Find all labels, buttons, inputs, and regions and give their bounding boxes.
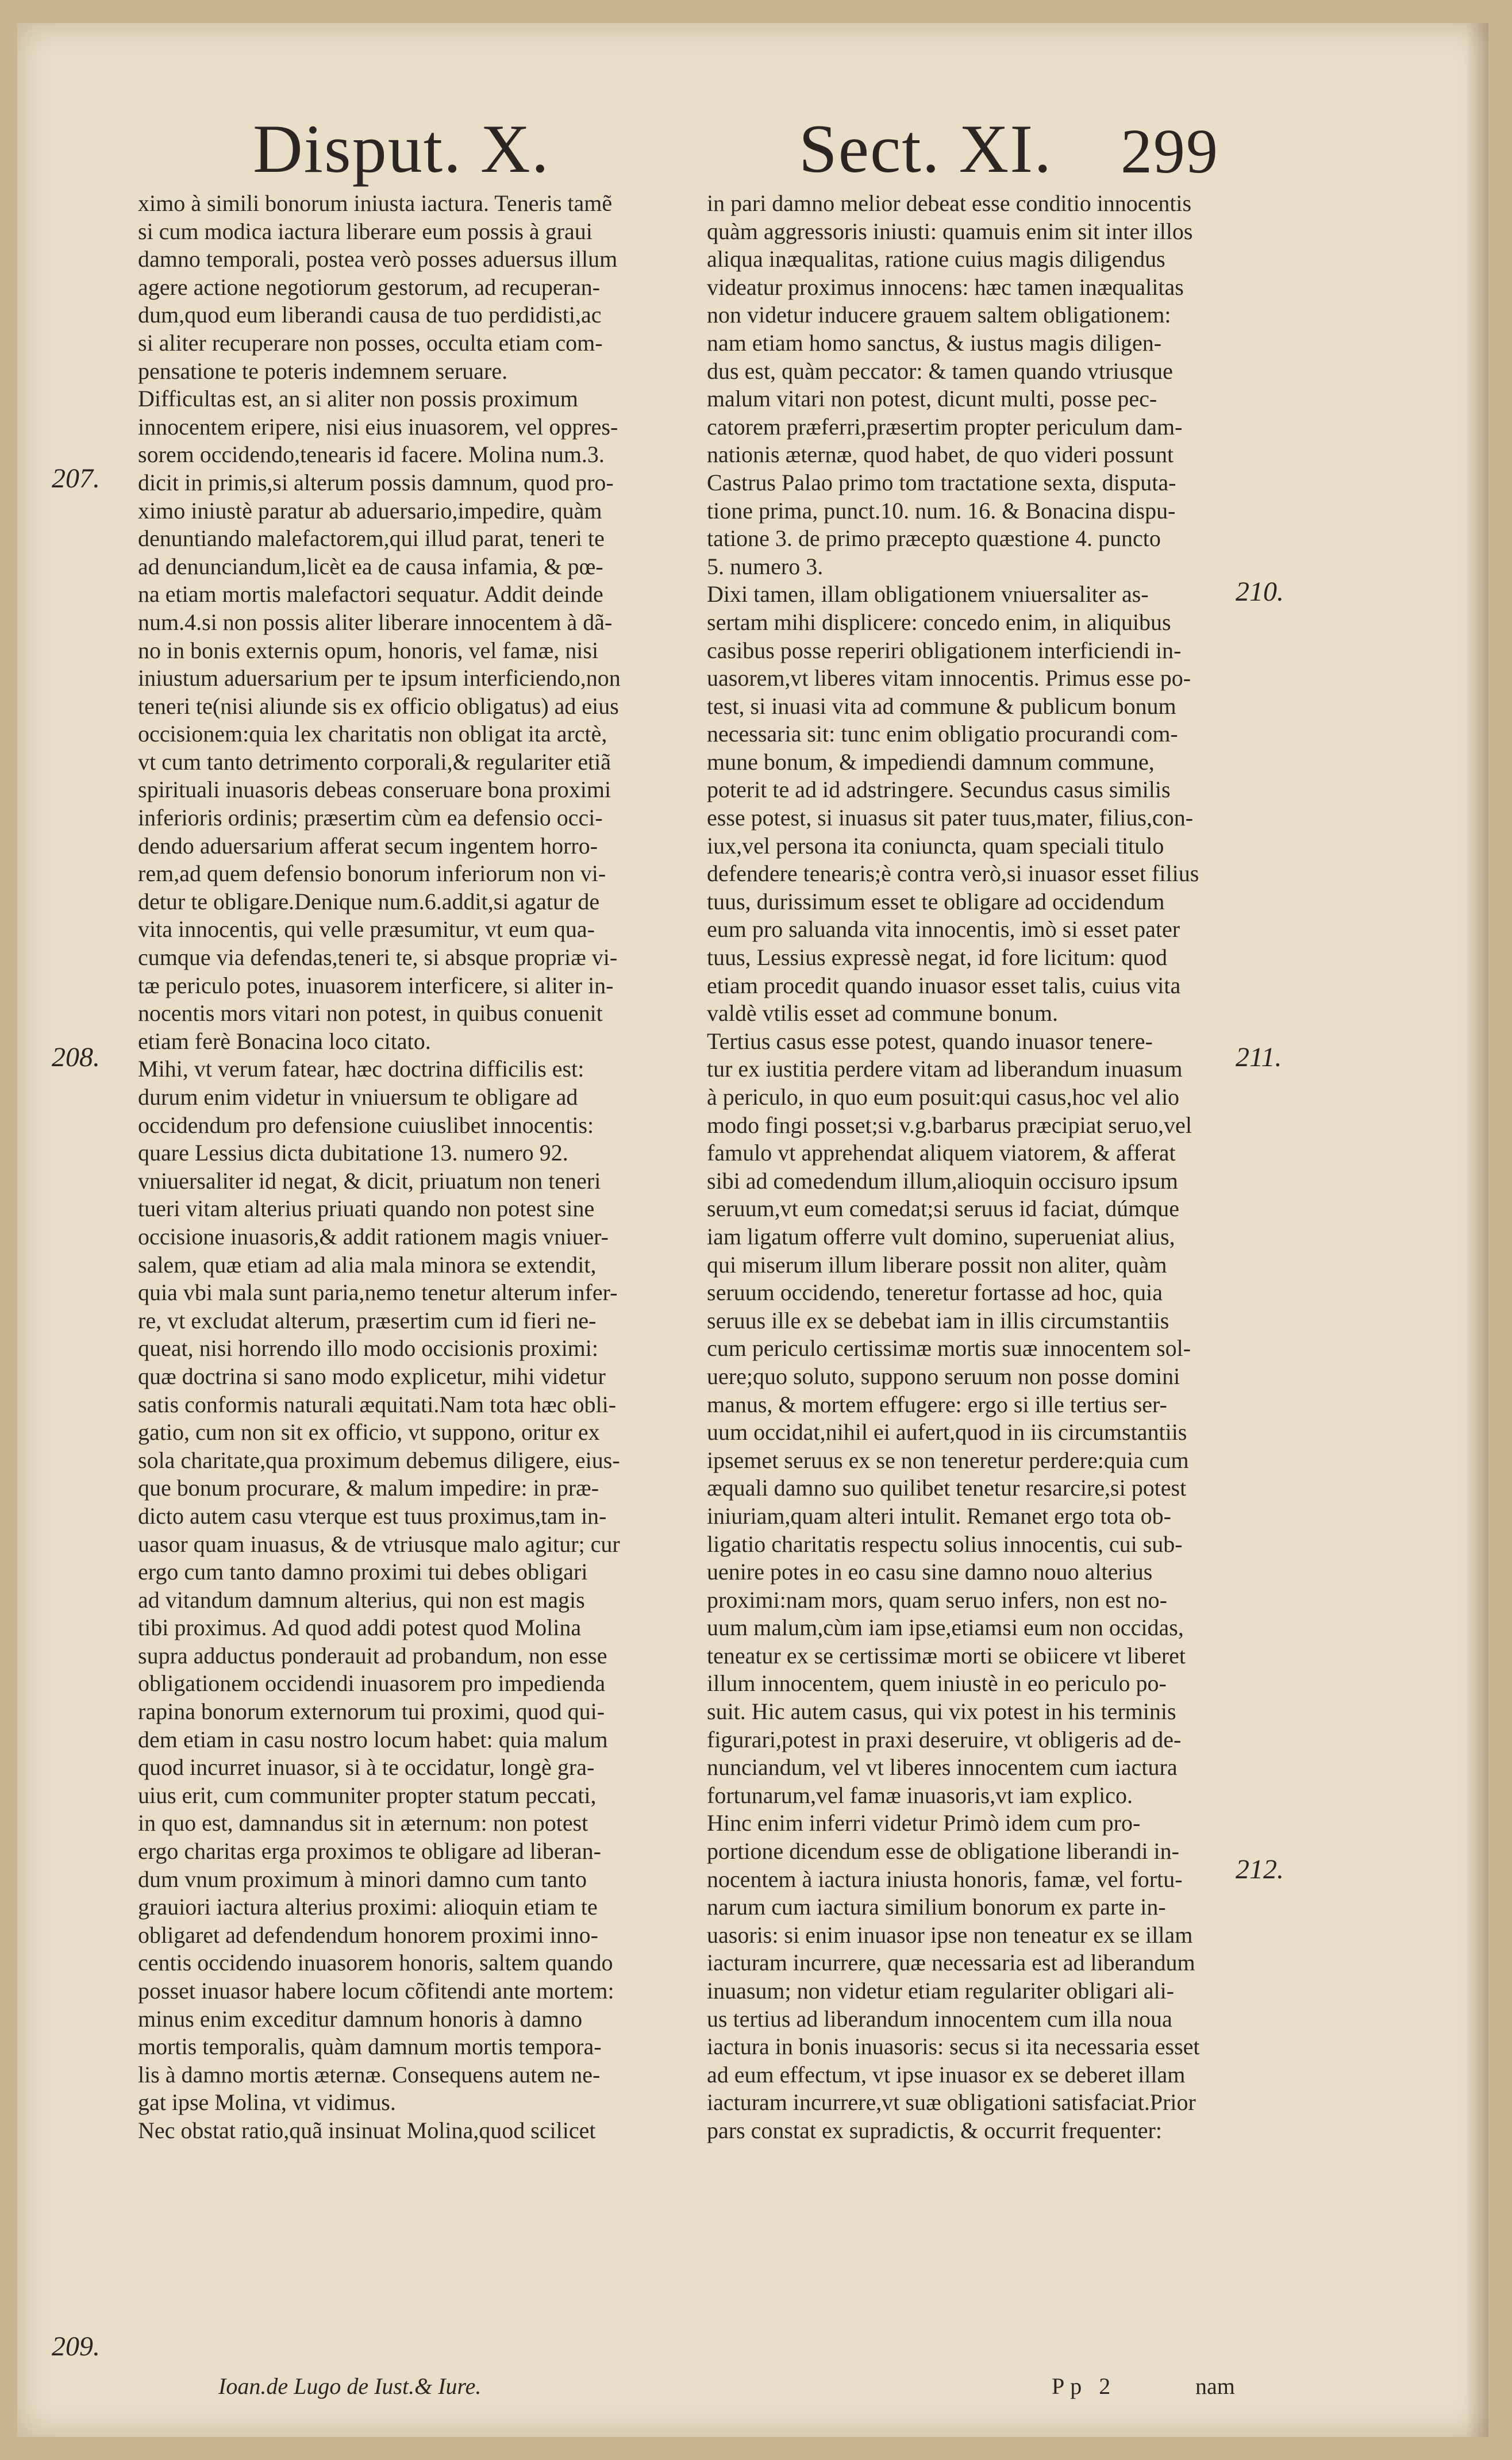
margin-number-210: 210.	[1236, 576, 1284, 607]
book-page	[17, 23, 1488, 2437]
margin-number-211: 211.	[1236, 1042, 1282, 1073]
catchword: nam	[1195, 2373, 1235, 2399]
running-title-left: Disput. X.	[253, 110, 550, 187]
margin-number-207: 207.	[52, 463, 100, 494]
running-title-right: Sect. XI.	[799, 110, 1053, 187]
signature-mark: Pp 2	[1052, 2373, 1117, 2399]
page-number: 299	[1121, 116, 1219, 186]
margin-number-208: 208.	[52, 1042, 100, 1073]
author-footer-line: Ioan.de Lugo de Iust.& Iure.	[218, 2373, 482, 2399]
page-header	[17, 92, 1488, 187]
margin-number-212: 212.	[1236, 1854, 1284, 1885]
left-column-text: ximo à simili bonorum iniusta iactura. Teneris tamẽ si cum modica iactura liberare eum possis à graui damno temporali, postea verò posses aduersus illum agere actione negotiorum gestorum, ad recuperan- dum,quod eum liberandi causa de tuo perdidisti,ac si aliter recuperare non posses, occulta etiam com- pensatione te poteris indemnem seruare. Difficultas est, an si aliter non possis proximum innocentem eripere, nisi eius inuasorem, vel oppres- sorem occidendo,tenearis id facere. Molina num.3. dicit in primis,si alterum possis damnum, quod pro- ximo iniustè paratur ab aduersario,impedire, quàm denuntiando malefactorem,qui illud parat, teneri te ad denunciandum,licèt ea de causa infamia, & pœ- na etiam mortis malefactori sequatur. Addit deinde num.4.si non possis aliter liberare innocentem à dã- no in bonis externis opum, honoris, vel famæ, nisi iniustum aduersarium per te ipsum interficiendo,non teneri te(nisi aliunde sis ex officio obligatus) ad eius occisionem:quia lex charitatis non obligat ita arctè, vt cum tanto detrimento corporali,& regulariter etiã spirituali inuasoris debeas conseruare bona proximi inferioris ordinis; præsertim cùm ea defensio occi- dendo aduersarium afferat secum ingentem horro- rem,ad quem defensio bonorum inferiorum non vi- detur te obligare.Denique num.6.addit,si agatur de vita innocentis, qui velle præsumitur, vt eum qua- cumque via defendas,teneri te, si absque propriæ vi- tæ periculo potes, inuasorem interficere, si aliter in- nocentis mors vitari non potest, in quibus conuenit etiam ferè Bonacina loco citato. Mihi, vt verum fatear, hæc doctrina difficilis est: durum enim videtur in vniuersum te obligare ad occidendum pro defensione cuiuslibet innocentis: quare Lessius dicta dubitatione 13. numero 92. vniuersaliter id negat, & dicit, priuatum non teneri tueri vitam alterius priuati quando non potest sine occisione inuasoris,& addit rationem magis vniuer- salem, quæ etiam ad alia mala minora se extendit, quia vbi mala sunt paria,nemo tenetur alterum infer- re, vt excludat alterum, præsertim cum id fieri ne- queat, nisi horrendo illo modo occisionis proximi: quæ doctrina si sano modo explicetur, mihi videtur satis conformis naturali æquitati.Nam tota hæc obli- gatio, cum non sit ex officio, vt suppono, oritur ex sola charitate,qua proximum debemus diligere, eius- que bonum procurare, & malum impedire: in præ- dicto autem casu vterque est tuus proximus,tam in- uasor quam inuasus, & de vtriusque malo agitur; cur ergo cum tanto damno proximi tui debes obligari ad vitandum damnum alterius, qui non est magis tibi proximus. Ad quod addi potest quod Molina supra adductus ponderauit ad probandum, non esse obligationem occidendi inuasorem pro impedienda rapina bonorum externorum tui proximi, quod qui- dem etiam in casu nostro locum habet: quia malum quod incurret inuasor, si à te occidatur, longè gra- uius erit, cum communiter propter statum peccati, in quo est, damnandus sit in æternum: non potest ergo charitas erga proximos te obligare ad liberan- dum vnum proximum à minori damno cum tanto grauiori iactura alterius proximi: alioquin etiam te obligaret ad defendendum honorem proximi inno- centis occidendo inuasorem honoris, saltem quando posset inuasor habere locum cõfitendi ante mortem: minus enim exceditur damnum honoris à damno mortis temporalis, quàm damnum mortis tempora- lis à damno mortis æternæ. Consequens autem ne- gat ipse Molina, vt vidimus. Nec obstat ratio,quã insinuat Molina,quod scilicet	[138, 190, 621, 2143]
right-column-text: in pari damno melior debeat esse conditio innocentis quàm aggressoris iniusti: quamuis enim sit inter illos aliqua inæqualitas, ratione cuius magis diligendus videatur proximus innocens: hæc tamen inæqualitas non videtur inducere grauem saltem obligationem: nam etiam homo sanctus, & iustus magis diligen- dus est, quàm peccator: & tamen quando vtriusque malum vitari non potest, dicunt multi, posse pec- catorem præferri,præsertim propter periculum dam- nationis æternæ, quod habet, de quo videri possunt Castrus Palao primo tom tractatione sexta, disputa- tione prima, punct.10. num. 16. & Bonacina dispu- tatione 3. de primo præcepto quæstione 4. puncto 5. numero 3. Dixi tamen, illam obligationem vniuersaliter as- sertam mihi displicere: concedo enim, in aliquibus casibus posse reperiri obligationem interficiendi in- uasorem,vt liberes vitam innocentis. Primus esse po- test, si inuasi vita ad commune & publicum bonum necessaria sit: tunc enim obligatio procurandi com- mune bonum, & impediendi damnum commune, poterit te ad id adstringere. Secundus casus similis esse potest, si inuasus sit pater tuus,mater, filius,con- iux,vel persona ita coniuncta, quam speciali titulo defendere tenearis;è contra verò,si inuasor esset filius tuus, durissimum esset te obligare ad occidendum eum pro saluanda vita innocentis, imò si esset pater tuus, Lessius expressè negat, id fore licitum: quod etiam procedit quando inuasor esset talis, cuius vita valdè vtilis esset ad commune bonum. Tertius casus esse potest, quando inuasor tenere- tur ex iustitia perdere vitam ad liberandum inuasum à periculo, in quo eum posuit:qui casus,hoc vel alio modo fingi posset;si v.g.barbarus præcipiat seruo,vel famulo vt apprehendat aliquem viatorem, & afferat sibi ad comedendum illum,alioquin occisuro ipsum seruum,vt eum comedat;si seruus id faciat, dúmque iam ligatum offerre vult domino, superueniat alius, qui miserum illum liberare possit non aliter, quàm seruum occidendo, teneretur fortasse ad hoc, quia seruus ille ex se debebat iam in illis circumstantiis cum periculo certissimæ mortis suæ innocentem sol- uere;quo soluto, suppono seruum non posse domini manus, & mortem effugere: ergo si ille tertius ser- uum occidat,nihil ei aufert,quod in iis circumstantiis ipsemet seruus ex se non teneretur perdere:quia cum æquali damno suo quilibet tenetur resarcire,si potest iniuriam,quam alteri intulit. Remanet ergo tota ob- ligatio charitatis respectu solius innocentis, cui sub- uenire potes in eo casu sine damno nouo alterius proximi:nam mors, quam seruo infers, non est no- uum malum,cùm iam ipse,etiamsi eum non occidas, teneatur ex se certissimæ morti se obiicere vt liberet illum innocentem, quem iniustè in eo periculo po- suit. Hic autem casus, qui vix potest in his terminis figurari,potest in praxi deseruire, vt obligeris ad de- nunciandum, vel vt liberes innocentem cum iactura fortunarum,vel famæ inuasoris,vt iam explico. Hinc enim inferri videtur Primò idem cum pro- portione dicendum esse de obligatione liberandi in- nocentem à iactura iniusta honoris, famæ, vel fortu- narum cum iactura similium bonorum ex parte in- uasoris: si enim inuasor ipse non teneatur ex se illam iacturam incurrere, quæ necessaria est ad liberandum inuasum; non videtur etiam regulariter obligari ali- us tertius ad liberandum innocentem cum illa noua iactura in bonis inuasoris: secus si ita necessaria esset ad eum effectum, vt ipse inuasor ex se deberet illam iacturam incurrere,vt suæ obligationi satisfaciat.Prior pars constat ex supradictis, & occurrit frequenter:	[707, 190, 1200, 2143]
page-edge-shadow	[1465, 23, 1488, 2437]
margin-number-209: 209.	[52, 2331, 100, 2362]
